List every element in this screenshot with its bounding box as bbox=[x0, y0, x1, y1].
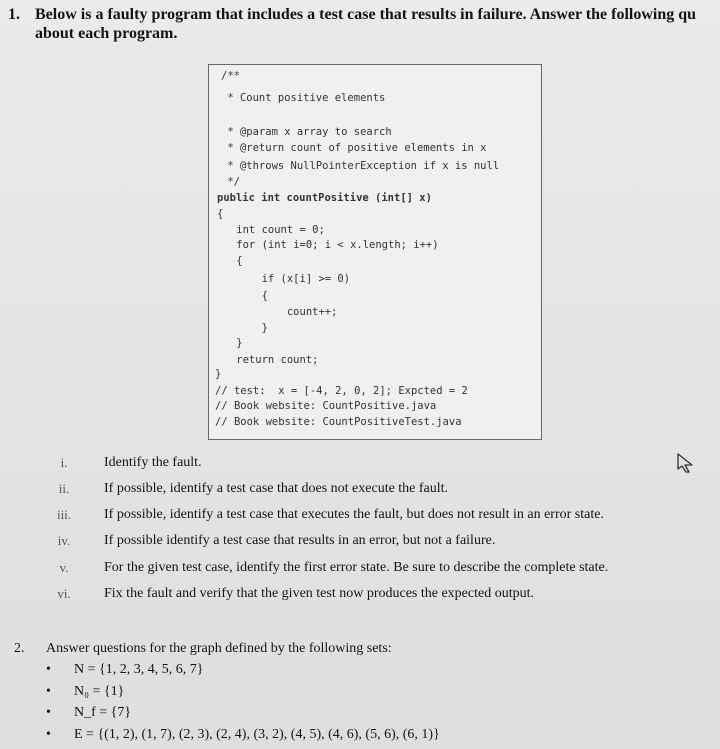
subquestion-number: iv. bbox=[57, 533, 71, 548]
code-line: { bbox=[211, 255, 243, 267]
code-listing bbox=[208, 64, 542, 440]
code-line: public int countPositive (int[] x) bbox=[217, 192, 432, 204]
code-line: // Book website: CountPositive.java bbox=[215, 400, 437, 412]
subquestion-number: ii. bbox=[58, 481, 70, 496]
subquestion-number: vi. bbox=[57, 586, 71, 601]
subquestion-number: v. bbox=[59, 560, 69, 575]
code-line: * @param x array to search bbox=[221, 126, 392, 138]
code-line: /** bbox=[221, 70, 240, 82]
question-2-prompt: Answer questions for the graph defined by the following sets: bbox=[46, 641, 392, 656]
subquestion-text: Fix the fault and verify that the given test now produces the expected output. bbox=[104, 586, 534, 601]
code-line: { bbox=[211, 290, 268, 302]
code-line: for (int i=0; i < x.length; i++) bbox=[211, 239, 439, 251]
code-line: if (x[i] >= 0) bbox=[211, 273, 351, 285]
subquestion-number: iii. bbox=[56, 507, 72, 522]
code-line: int count = 0; bbox=[211, 224, 325, 236]
code-line: * @return count of positive elements in x bbox=[221, 142, 487, 154]
code-line: * Count positive elements bbox=[221, 92, 386, 104]
question-1-number: 1. bbox=[8, 6, 20, 23]
question-1-line-2: about each program. bbox=[35, 25, 178, 42]
code-line: } bbox=[211, 337, 243, 349]
bullet-icon: • bbox=[46, 662, 51, 677]
bullet-icon: • bbox=[46, 727, 51, 742]
code-line: { bbox=[217, 208, 224, 220]
question-1-line-1: Below is a faulty program that includes a test case that results in failure. Answer the following qu bbox=[35, 6, 697, 23]
code-line: * @throws NullPointerException if x is null bbox=[221, 160, 500, 172]
question-1-prompt bbox=[35, 5, 720, 43]
set-definition: E = {(1, 2), (1, 7), (2, 3), (2, 4), (3, 2), (4, 5), (4, 6), (5, 6), (6, 1)} bbox=[74, 727, 440, 742]
question-2-number: 2. bbox=[14, 641, 25, 656]
subquestion-text: If possible identify a test case that results in an error, but not a failure. bbox=[104, 533, 496, 548]
code-line: } bbox=[215, 368, 222, 380]
subquestion-number: i. bbox=[60, 455, 68, 470]
subquestion-text: For the given test case, identify the first error state. Be sure to describe the complete state. bbox=[104, 560, 609, 575]
code-line: count++; bbox=[211, 306, 338, 318]
code-line: return count; bbox=[211, 354, 319, 366]
bullet-icon: • bbox=[46, 684, 51, 699]
code-line: */ bbox=[221, 176, 240, 188]
set-definition: N_f = {7} bbox=[74, 705, 132, 720]
bullet-icon: • bbox=[46, 705, 51, 720]
subquestion-text: If possible, identify a test case that executes the fault, but does not result in an error state. bbox=[104, 507, 604, 522]
subquestion-text: If possible, identify a test case that does not execute the fault. bbox=[104, 481, 449, 496]
code-line: // test: x = [-4, 2, 0, 2]; Expcted = 2 bbox=[215, 385, 468, 397]
mouse-pointer-icon bbox=[676, 453, 694, 473]
set-definition: N₀ = {1} bbox=[74, 684, 125, 699]
subquestion-text: Identify the fault. bbox=[104, 455, 202, 470]
code-line: } bbox=[211, 322, 268, 334]
code-line: // Book website: CountPositiveTest.java bbox=[215, 416, 462, 428]
set-definition: N = {1, 2, 3, 4, 5, 6, 7} bbox=[74, 662, 204, 677]
